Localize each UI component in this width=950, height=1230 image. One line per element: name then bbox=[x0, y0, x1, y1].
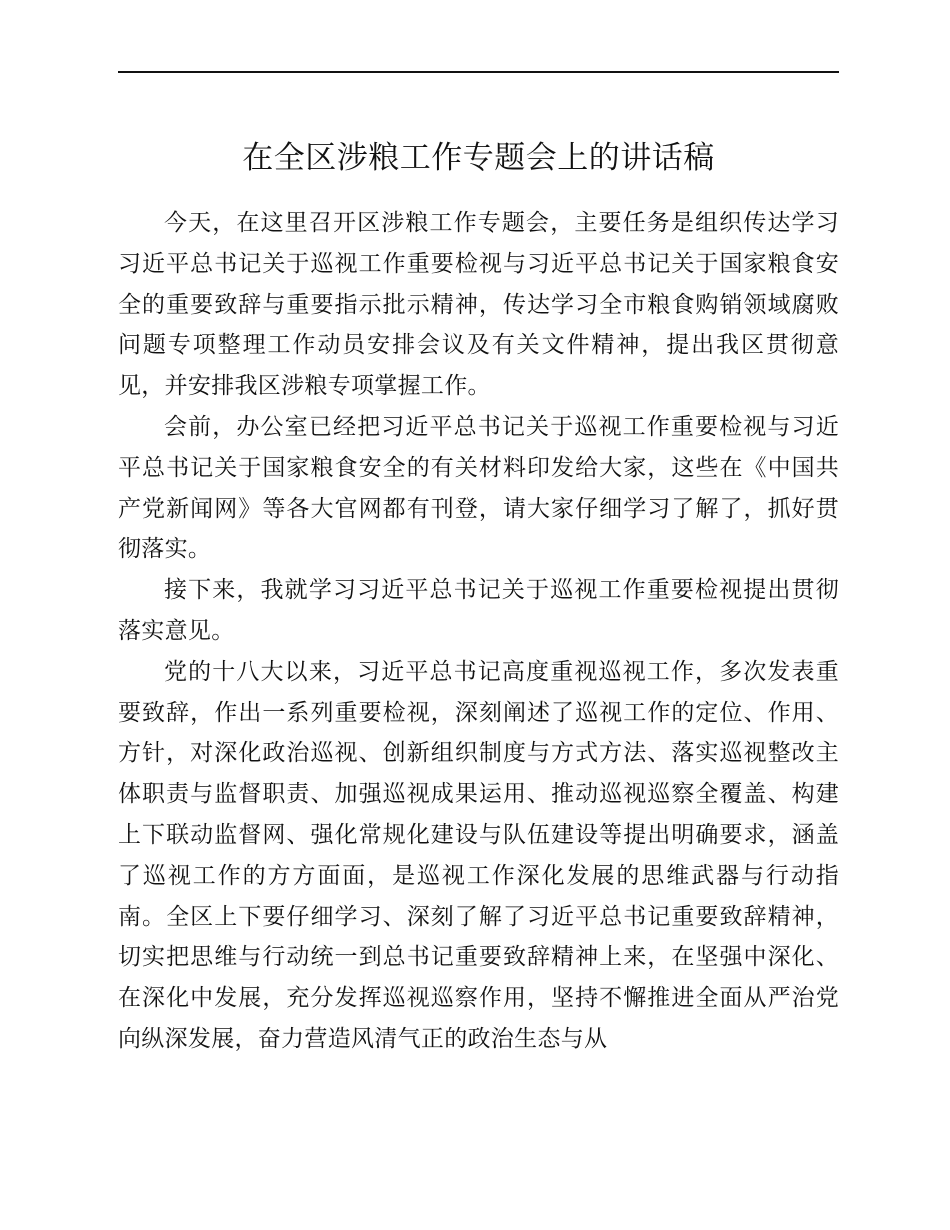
paragraph-4: 党的十八大以来，习近平总书记高度重视巡视工作，多次发表重要致辞，作出一系列重要检视，深刻阐述了巡视工作的定位、作用、方针，对深化政治巡视、创新组织制度与方式方法、落实巡视整改主体职责与监督职责、加强巡视成果运用、推动巡视巡察全覆盖、构建上下联动监督网、强化常规化建设与队伍建设等提出明确要求，涵盖了巡视工作的方方面面，是巡视工作深化发展的思维武器与行动指南。全区上下要仔细学习、深刻了解了习近平总书记重要致辞精神，切实把思维与行动统一到总书记重要致辞精神上来，在坚强中深化、在深化中发展，充分发挥巡视巡察作用，坚持不懈推进全面从严治党向纵深发展，奋力营造风清气正的政治生态与从 bbox=[118, 658, 839, 1052]
document-body bbox=[118, 203, 839, 1060]
paragraph-2: 会前，办公室已经把习近平总书记关于巡视工作重要检视与习近平总书记关于国家粮食安全的有关材料印发给大家，这些在《中国共产党新闻网》等各大官网都有刊登，请大家仔细学习了解了，抓好贯彻落实。 bbox=[118, 413, 839, 563]
header-rule bbox=[118, 71, 839, 73]
document-title: 在全区涉粮工作专题会上的讲话稿 bbox=[242, 140, 715, 176]
paragraph-1: 今天，在这里召开区涉粮工作专题会，主要任务是组织传达学习习近平总书记关于巡视工作重要检视与习近平总书记关于国家粮食安全的重要致辞与重要指示批示精神，传达学习全市粮食购销领域腐败问题专项整理工作动员安排会议及有关文件精神，提出我区贯彻意见，并安排我区涉粮专项掌握工作。 bbox=[118, 210, 839, 400]
paragraph-3: 接下来，我就学习习近平总书记关于巡视工作重要检视提出贯彻落实意见。 bbox=[118, 577, 839, 644]
